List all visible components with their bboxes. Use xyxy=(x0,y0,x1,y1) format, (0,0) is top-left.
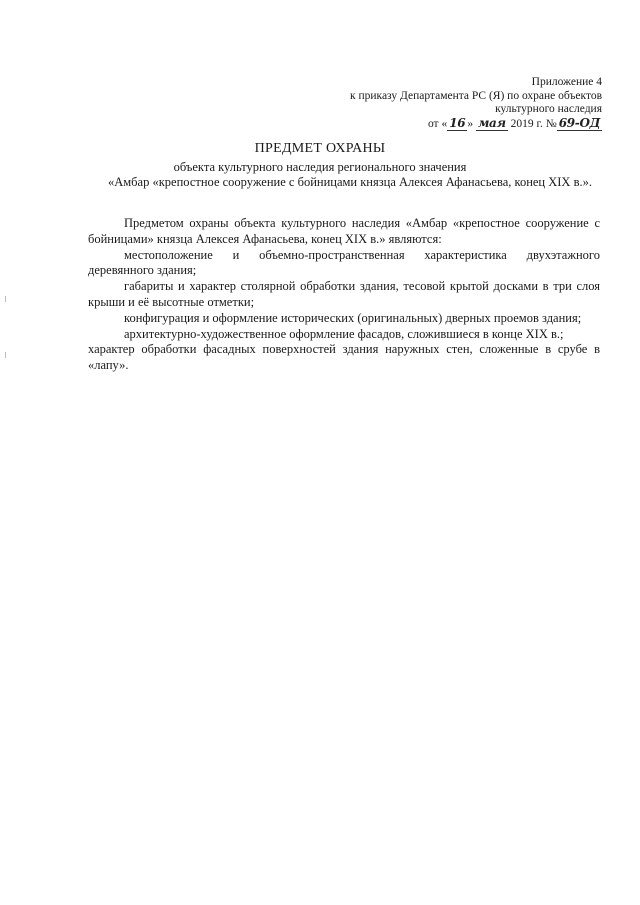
date-mid: » xyxy=(467,117,476,130)
paragraph-dimensions: габариты и характер столярной обработки здания, тесовой крытой досками в три слоя крыши и её высотные отметки; xyxy=(88,279,600,309)
appendix-order-reference-cont: культурного наследия xyxy=(495,103,602,115)
scan-mark xyxy=(5,296,6,302)
scan-mark xyxy=(5,352,6,358)
appendix-header xyxy=(350,76,602,131)
document-subtitle: объекта культурного наследия регионального значения xyxy=(173,160,467,174)
date-prefix: от « xyxy=(427,117,448,130)
handwritten-day: 16 xyxy=(449,115,466,130)
paragraph-location: местоположение и объемно-пространственная характеристика двухэтажного деревянного здания; xyxy=(88,247,600,278)
paragraph-intro: Предметом охраны объекта культурного наследия «Амбар «крепостное сооружение с бойницами» князца Алексея Афанасьева, конец XIX в.» являются: xyxy=(88,216,600,246)
handwritten-order-number: 69-ОД xyxy=(558,115,600,130)
appendix-order-reference: к приказу Департамента РС (Я) по охране объектов xyxy=(350,89,602,102)
object-name: «Амбар «крепостное сооружение с бойницами князца Алексея Афанасьева, конец XIX в.». xyxy=(108,175,592,189)
paragraph-facades: архитектурно-художественное оформление фасадов, сложившиеся в конце XIX в.; xyxy=(124,326,564,341)
date-year: 2019 г. № xyxy=(507,117,557,130)
title-block xyxy=(0,141,640,190)
document-body xyxy=(88,216,600,374)
appendix-number: Приложение 4 xyxy=(531,76,602,88)
paragraph-doorways: конфигурация и оформление исторических (оригинальных) дверных проемов здания; xyxy=(124,310,582,325)
document-title: ПРЕДМЕТ ОХРАНЫ xyxy=(254,141,386,156)
handwritten-month: мая xyxy=(477,115,506,130)
appendix-date-line xyxy=(350,117,602,132)
paragraph-wall-surfaces: характер обработки фасадных поверхностей здания наружных стен, сложенные в срубе в «лапу». xyxy=(88,342,600,373)
